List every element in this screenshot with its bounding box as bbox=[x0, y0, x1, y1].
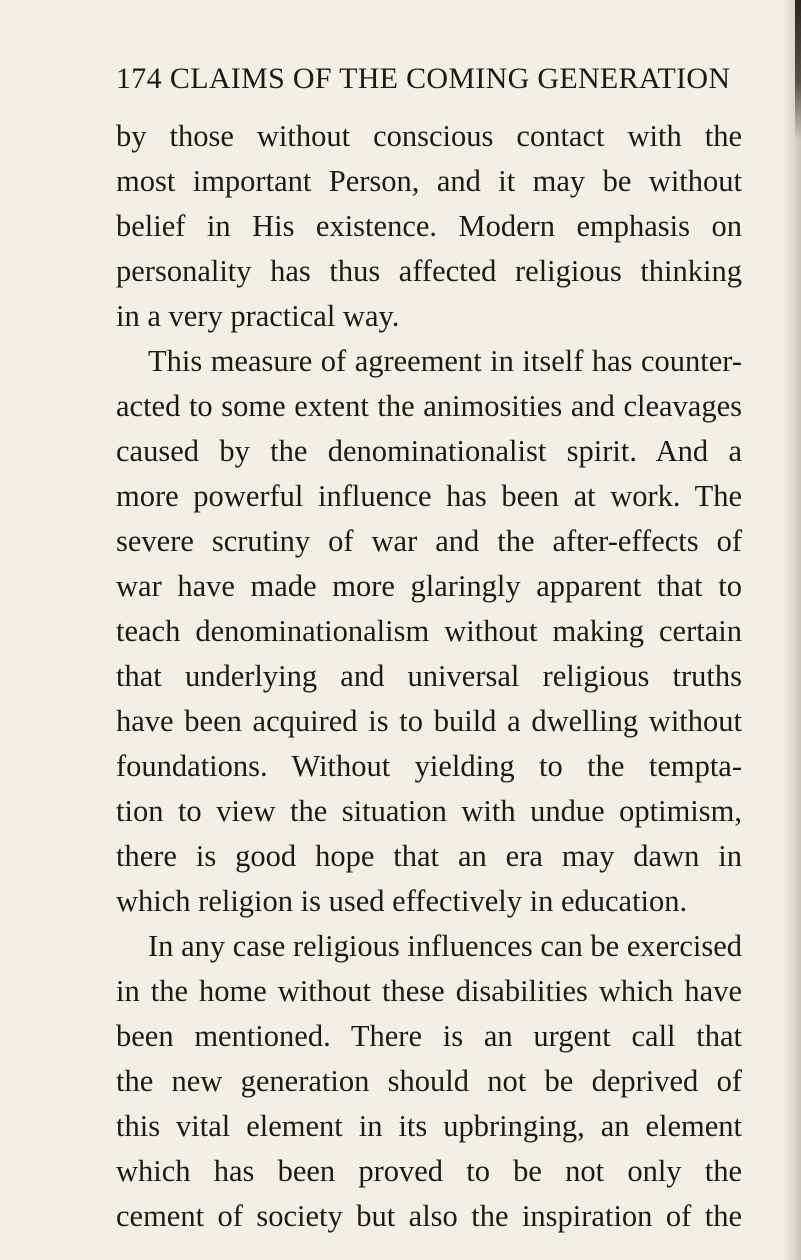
page-edge-shadow bbox=[783, 0, 801, 1260]
body-text bbox=[116, 114, 742, 1239]
text-line: which religion is used effectively in education. bbox=[116, 884, 688, 918]
page-edge-binding bbox=[795, 0, 801, 140]
text-line: tion to view the situation with undue optimism, bbox=[116, 794, 742, 828]
text-line: the new generation should not be deprived of bbox=[116, 1064, 742, 1098]
text-line: teach denominationalism without making certain bbox=[116, 614, 742, 648]
text-line: caused by the denominationalist spirit. And a bbox=[116, 434, 742, 468]
text-line: war have made more glaringly apparent that to bbox=[116, 569, 742, 603]
text-line: by those without conscious contact with the bbox=[116, 119, 742, 153]
text-line: severe scrutiny of war and the after-effects of bbox=[116, 524, 742, 558]
text-line: that underlying and universal religious truths bbox=[116, 659, 742, 693]
text-line: been mentioned. There is an urgent call that bbox=[116, 1019, 742, 1053]
text-line: have been acquired is to build a dwelling without bbox=[116, 704, 742, 738]
text-line: personality has thus affected religious thinking bbox=[116, 254, 742, 288]
text-line: more powerful influence has been at work. The bbox=[116, 479, 742, 513]
text-line: which has been proved to be not only the bbox=[116, 1154, 742, 1188]
text-line: there is good hope that an era may dawn in bbox=[116, 839, 742, 873]
page-number: 174 bbox=[116, 62, 162, 95]
text-line: most important Person, and it may be without bbox=[116, 164, 742, 198]
text-line: in the home without these disabilities which have bbox=[116, 974, 742, 1008]
text-line: This measure of agreement in itself has counter- bbox=[148, 344, 742, 378]
text-line: in a very practical way. bbox=[116, 299, 400, 333]
running-title: CLAIMS OF THE COMING GENERATION bbox=[169, 62, 731, 95]
text-line: acted to some extent the animosities and cleavages bbox=[116, 389, 742, 423]
text-line: this vital element in its upbringing, an element bbox=[116, 1109, 742, 1143]
text-line: belief in His existence. Modern emphasis on bbox=[116, 209, 742, 243]
text-line: cement of society but also the inspiration of the bbox=[116, 1199, 742, 1233]
text-line: foundations. Without yielding to the tempta- bbox=[116, 749, 742, 783]
text-line: In any case religious influences can be exercised bbox=[148, 929, 742, 963]
running-header bbox=[116, 62, 731, 96]
